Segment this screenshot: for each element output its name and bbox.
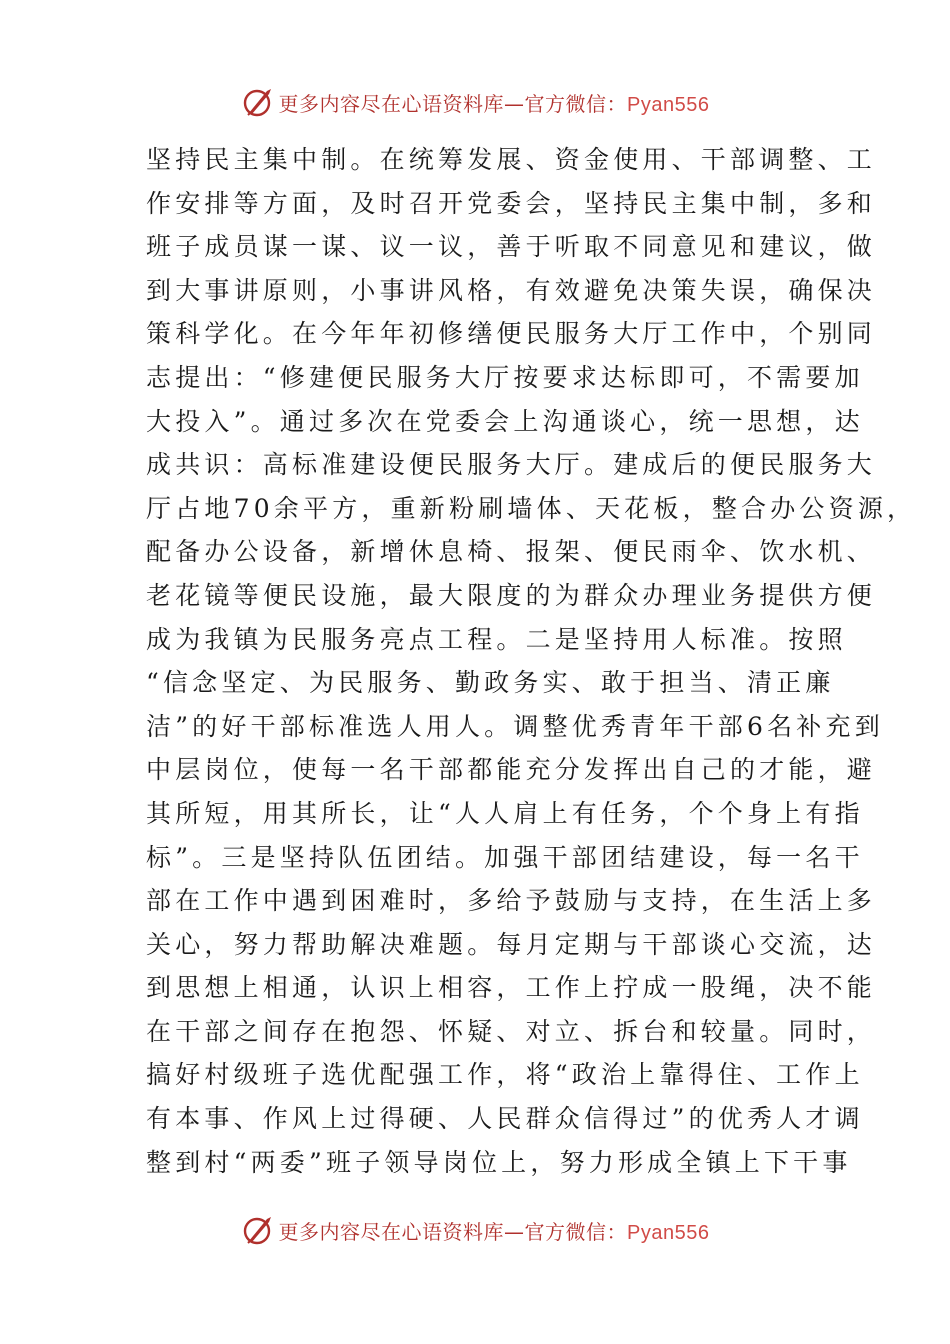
text-line: 在干部之间存在抱怨、怀疑、对立、拆台和较量。同时， bbox=[146, 1016, 877, 1046]
text-line: 其所短，用其所长，让“人人肩上有任务，个个身上有指 bbox=[146, 798, 864, 828]
text-line: 志提出：“修建便民服务大厅按要求达标即可，不需要加 bbox=[146, 362, 864, 392]
text-line: 搞好村级班子选优配强工作，将“政治上靠得住、工作上 bbox=[146, 1060, 864, 1090]
text-line: 有本事、作风上过得硬、人民群众信得过”的优秀人才调 bbox=[146, 1104, 864, 1134]
quill-pen-icon bbox=[241, 1213, 275, 1247]
footer-wechat-id: Pyan556 bbox=[627, 1221, 710, 1244]
text-line: 标”。三是坚持队伍团结。加强干部团结建设，每一名干 bbox=[146, 842, 864, 872]
text-line: “信念坚定、为民服务、勤政务实、敢于担当、清正廉 bbox=[146, 668, 835, 698]
header-banner bbox=[0, 82, 950, 122]
footer-banner-label: 更多内容尽在心语资料库—官方微信： bbox=[278, 1219, 628, 1244]
text-line: 成为我镇为民服务亮点工程。二是坚持用人标准。按照 bbox=[146, 624, 847, 654]
text-line: 老花镜等便民设施，最大限度的为群众办理业务提供方便 bbox=[146, 580, 877, 610]
footer-banner-text bbox=[279, 1216, 710, 1245]
document-body bbox=[146, 138, 917, 1184]
header-banner-label: 更多内容尽在心语资料库—官方微信： bbox=[278, 91, 628, 116]
text-line: 部在工作中遇到困难时，多给予鼓励与支持，在生活上多 bbox=[146, 886, 877, 916]
header-wechat-id: Pyan556 bbox=[627, 93, 710, 116]
text-line: 厅占地70余平方，重新粉刷墙体、天花板，整合办公资源， bbox=[146, 493, 917, 523]
footer-banner bbox=[0, 1210, 950, 1250]
text-line: 大投入”。通过多次在党委会上沟通谈心，统一思想，达 bbox=[146, 406, 864, 436]
text-line: 到大事讲原则，小事讲风格，有效避免决策失误，确保决 bbox=[146, 275, 877, 305]
text-line: 策科学化。在今年年初修缮便民服务大厅工作中，个别同 bbox=[146, 319, 877, 349]
text-line: 中层岗位，使每一名干部都能充分发挥出自己的才能，避 bbox=[146, 755, 877, 785]
text-line: 班子成员谋一谋、议一议，善于听取不同意见和建议，做 bbox=[146, 232, 877, 262]
quill-pen-icon bbox=[241, 85, 275, 119]
text-line: 洁”的好干部标准选人用人。调整优秀青年干部6名补充到 bbox=[146, 711, 884, 741]
text-line: 到思想上相通，认识上相容，工作上拧成一股绳，决不能 bbox=[146, 973, 877, 1003]
text-line: 坚持民主集中制。在统筹发展、资金使用、干部调整、工 bbox=[146, 145, 877, 174]
text-line: 成共识：高标准建设便民服务大厅。建成后的便民服务大 bbox=[146, 450, 877, 480]
text-line: 配备办公设备，新增休息椅、报架、便民雨伞、饮水机、 bbox=[146, 537, 877, 567]
text-line: 整到村“两委”班子领导岗位上，努力形成全镇上下干事 bbox=[146, 1147, 852, 1177]
text-line: 作安排等方面，及时召开党委会，坚持民主集中制，多和 bbox=[146, 188, 877, 218]
header-banner-text bbox=[279, 88, 710, 117]
text-line: 关心，努力帮助解决难题。每月定期与干部谈心交流，达 bbox=[146, 929, 877, 959]
